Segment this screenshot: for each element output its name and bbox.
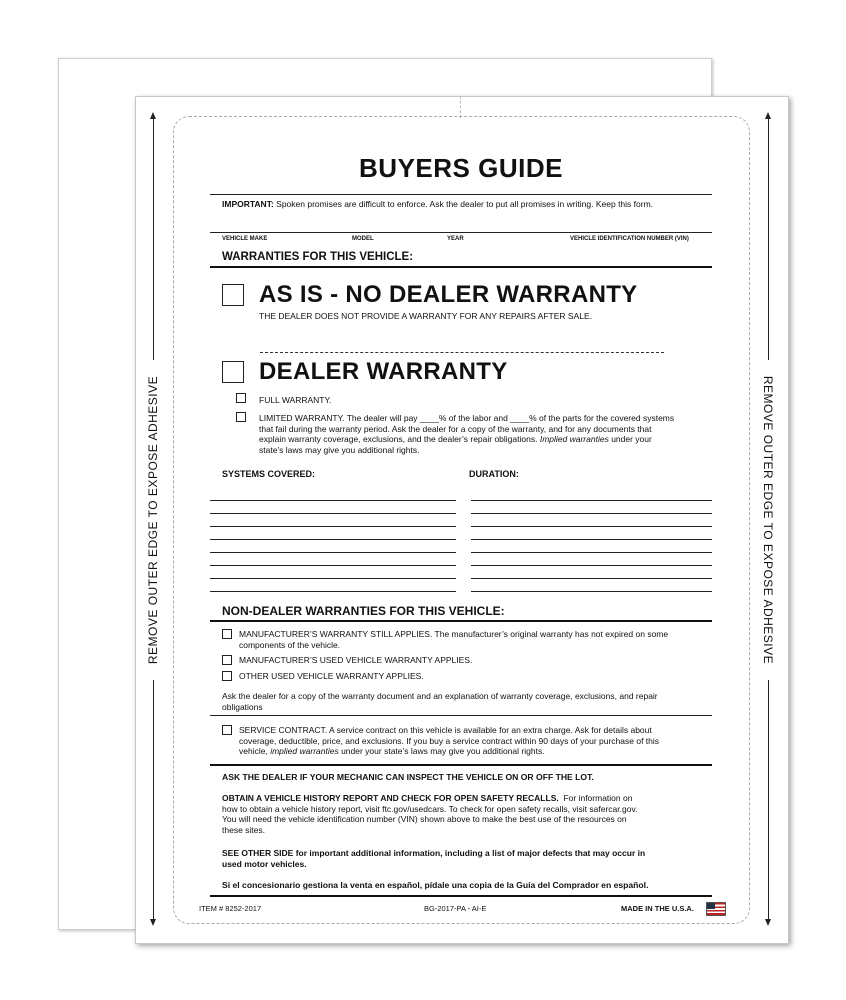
systems-line[interactable]: [210, 565, 456, 566]
full-warranty-label: FULL WARRANTY.: [259, 395, 332, 405]
used-vehicle-warranty-checkbox[interactable]: [222, 655, 232, 665]
perforation-mark: [460, 96, 461, 118]
vehicle-rule: [210, 232, 712, 233]
non-dealer-rule: [210, 620, 712, 622]
history-line-4: these sites.: [222, 824, 265, 835]
item-number: ITEM # 8252-2017: [199, 904, 262, 913]
duration-line[interactable]: [471, 539, 712, 540]
manufacturer-line-2: components of the vehicle.: [239, 639, 341, 650]
footer-rule: [210, 895, 712, 897]
left-arrow-down-icon: [153, 680, 154, 920]
service-line-3: [239, 746, 659, 757]
history-line-2: how to obtain a vehicle history report, visit ftc.gov/usedcars. To check for open safety recalls, visit safercar.gov.: [222, 803, 638, 814]
service-contract-text: [239, 725, 659, 757]
systems-line[interactable]: [210, 552, 456, 553]
full-warranty-checkbox[interactable]: [236, 393, 246, 403]
service-contract-checkbox[interactable]: [222, 725, 232, 735]
service-line-2: coverage, deductible, price, and exclusions. If you buy a service contract within 90 days of your purchase of this: [239, 735, 660, 746]
see-other-line-2: used motor vehicles.: [222, 858, 307, 869]
systems-line[interactable]: [210, 526, 456, 527]
made-in-usa: MADE IN THE U.S.A.: [621, 904, 694, 913]
limited-line-3-italic: Implied warranties: [539, 434, 609, 444]
systems-line[interactable]: [210, 591, 456, 592]
form-code: BG-2017-PA - AI-E: [424, 904, 487, 913]
duration-label: DURATION:: [469, 469, 519, 479]
manufacturer-warranty-checkbox[interactable]: [222, 629, 232, 639]
page-title: BUYERS GUIDE: [359, 153, 563, 183]
important-text: Spoken promises are difficult to enforce. Ask the dealer to put all promises in writing. Keep this form.: [276, 199, 654, 209]
history-line-1: [222, 793, 637, 804]
service-line-1: SERVICE CONTRACT. A service contract on this vehicle is available for an extra charge. Ask for details about: [239, 725, 652, 735]
as-is-title: AS IS - NO DEALER WARRANTY: [259, 281, 638, 308]
history-line-1-end: For information on: [563, 793, 633, 803]
see-other-line-1-end: for important additional information, including a list of major defects that may occur in: [295, 848, 646, 858]
ask-mechanic-text: ASK THE DEALER IF YOUR MECHANIC CAN INSPECT THE VEHICLE ON OR OFF THE LOT.: [222, 772, 594, 782]
systems-line[interactable]: [210, 500, 456, 501]
ask-rule: [210, 764, 712, 766]
systems-line[interactable]: [210, 578, 456, 579]
dealer-warranty-checkbox[interactable]: [222, 361, 244, 383]
duration-line[interactable]: [471, 526, 712, 527]
warranties-rule: [210, 266, 712, 268]
non-dealer-note: [222, 691, 658, 712]
other-warranty-checkbox[interactable]: [222, 671, 232, 681]
see-other-line-1: [222, 848, 645, 859]
service-rule: [210, 715, 712, 716]
service-line-3-end: under your state’s laws may give you additional rights.: [341, 746, 545, 756]
note-line-1: Ask the dealer for a copy of the warranty document and an explanation of warranty coverage, exclusions, and repair: [222, 691, 658, 701]
vin-label: VEHICLE IDENTIFICATION NUMBER (VIN): [570, 236, 689, 242]
duration-line[interactable]: [471, 578, 712, 579]
warranties-header: WARRANTIES FOR THIS VEHICLE:: [222, 251, 414, 263]
limited-line-3-end: under your: [611, 434, 652, 444]
note-line-2: obligations: [222, 701, 263, 712]
history-bold: OBTAIN A VEHICLE HISTORY REPORT AND CHECK FOR OPEN SAFETY RECALLS.: [222, 793, 559, 803]
year-label: YEAR: [447, 236, 464, 242]
duration-line[interactable]: [471, 591, 712, 592]
duration-line[interactable]: [471, 552, 712, 553]
limited-line-4: state’s laws may give you additional rights.: [259, 444, 420, 455]
other-warranty-label: OTHER USED VEHICLE WARRANTY APPLIES.: [239, 671, 424, 681]
history-text: [222, 793, 637, 835]
spanish-text: Si el concesionario gestiona la venta en español, pídale una copia de la Guía del Comprador en español.: [222, 880, 649, 890]
dealer-warranty-title: DEALER WARRANTY: [259, 358, 508, 385]
right-arrow-up-icon: [768, 118, 769, 360]
service-line-3-start: vehicle,: [239, 746, 268, 756]
right-arrow-down-icon: [768, 680, 769, 920]
us-flag-icon: [706, 902, 726, 916]
see-other-bold: SEE OTHER SIDE: [222, 848, 294, 858]
see-other-side-text: [222, 848, 645, 869]
systems-covered-label: SYSTEMS COVERED:: [222, 469, 316, 479]
as-is-checkbox[interactable]: [222, 284, 244, 306]
used-vehicle-warranty-label: MANUFACTURER’S USED VEHICLE WARRANTY APPLIES.: [239, 655, 473, 665]
vehicle-make-label: VEHICLE MAKE: [222, 236, 268, 242]
limited-warranty-text: [259, 413, 674, 455]
limited-line-3: [259, 434, 674, 445]
dashed-separator: [260, 352, 664, 353]
limited-warranty-checkbox[interactable]: [236, 412, 246, 422]
model-label: MODEL: [352, 236, 374, 242]
limited-line-2: that fail during the warranty period. Ask the dealer for a copy of the warranty, and for any documents that: [259, 423, 652, 434]
important-notice: [222, 199, 653, 209]
service-line-3-italic: implied warranties: [270, 746, 339, 756]
manufacturer-line-1: MANUFACTURER’S WARRANTY STILL APPLIES. The manufacturer’s original warranty has not expired on some: [239, 629, 669, 639]
limited-line-1: LIMITED WARRANTY. The dealer will pay ____% of the labor and ____% of the parts for the covered systems: [259, 413, 675, 423]
left-arrow-up-icon: [153, 118, 154, 360]
important-label: IMPORTANT:: [222, 199, 274, 209]
non-dealer-header: NON-DEALER WARRANTIES FOR THIS VEHICLE:: [222, 604, 505, 618]
duration-line[interactable]: [471, 513, 712, 514]
title-rule: [210, 194, 712, 195]
as-is-subtitle: THE DEALER DOES NOT PROVIDE A WARRANTY FOR ANY REPAIRS AFTER SALE.: [259, 311, 592, 321]
systems-line[interactable]: [210, 539, 456, 540]
left-side-label: REMOVE OUTER EDGE TO EXPOSE ADHESIVE: [146, 375, 160, 665]
history-line-3: You will need the vehicle identification number (VIN) shown above to make the best use of the resources on: [222, 814, 627, 824]
duration-line[interactable]: [471, 500, 712, 501]
systems-line[interactable]: [210, 513, 456, 514]
duration-line[interactable]: [471, 565, 712, 566]
limited-line-3-start: explain warranty coverage, exclusions, and the dealer’s repair obligations.: [259, 434, 538, 444]
right-side-label: REMOVE OUTER EDGE TO EXPOSE ADHESIVE: [761, 375, 775, 665]
manufacturer-warranty-text: [239, 629, 668, 650]
